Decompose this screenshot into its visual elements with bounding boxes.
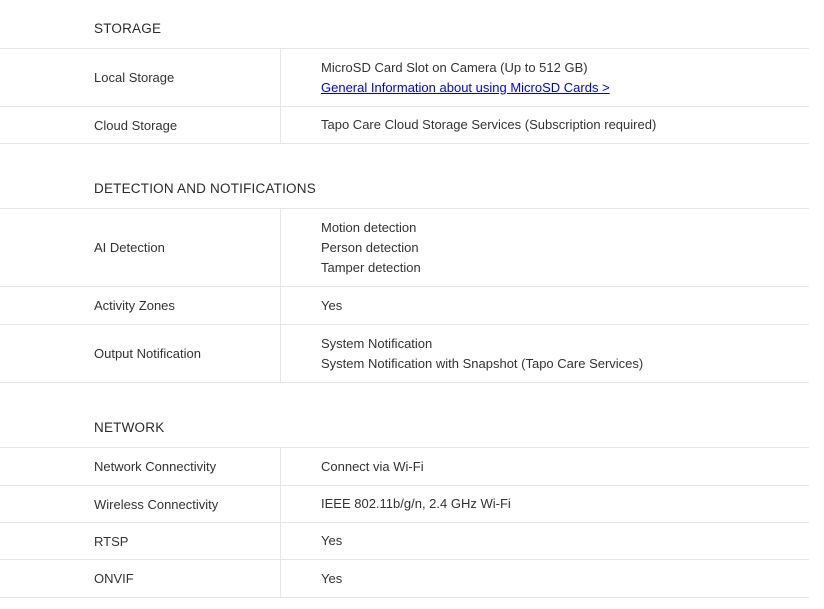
- spec-row-onvif: [0, 560, 809, 598]
- spec-label: Local Storage: [0, 49, 281, 106]
- section-detection: [0, 144, 824, 383]
- spec-row-local-storage: [0, 49, 809, 107]
- section-title-text: STORAGE: [94, 21, 162, 36]
- spec-value: [281, 560, 809, 597]
- section-title-text: NETWORK: [94, 420, 165, 435]
- spec-row-ai-detection: [0, 209, 809, 287]
- spec-row-rtsp: [0, 523, 809, 560]
- spec-label: AI Detection: [0, 209, 281, 286]
- spec-value-line: Yes: [321, 297, 343, 313]
- spec-value-line: MicroSD Card Slot on Camera (Up to 512 GB): [321, 59, 588, 75]
- spec-label: Activity Zones: [0, 287, 281, 324]
- spec-row-output-notification: [0, 325, 809, 383]
- section-title-detection: [0, 144, 824, 208]
- spec-row-activity-zones: [0, 287, 809, 325]
- spec-table-network: [0, 447, 809, 598]
- spec-value-line: System Notification: [321, 335, 433, 351]
- spec-label: Cloud Storage: [0, 107, 281, 143]
- spec-table-storage: [0, 48, 809, 144]
- spec-value: [281, 486, 809, 522]
- spec-value: [281, 49, 809, 106]
- spec-value-line: Person detection: [321, 239, 419, 255]
- section-title-network: [0, 383, 824, 447]
- spec-label: Output Notification: [0, 325, 281, 382]
- spec-value-line: Yes: [321, 570, 343, 586]
- spec-value-line: Tapo Care Cloud Storage Services (Subscription required): [321, 117, 657, 132]
- spec-value: [281, 523, 809, 559]
- spec-value: [281, 448, 809, 485]
- spec-row-wireless-connectivity: [0, 486, 809, 523]
- section-storage: [0, 0, 824, 144]
- section-title-text: DETECTION AND NOTIFICATIONS: [94, 181, 316, 196]
- spec-value: [281, 107, 809, 143]
- spec-label: Network Connectivity: [0, 448, 281, 485]
- section-network: [0, 383, 824, 598]
- spec-label: RTSP: [0, 523, 281, 559]
- spec-row-cloud-storage: [0, 107, 809, 144]
- section-title-storage: [0, 0, 824, 48]
- microsd-info-link[interactable]: General Information about using MicroSD Cards >: [321, 79, 610, 95]
- spec-value-line: Motion detection: [321, 219, 417, 235]
- spec-row-network-connectivity: [0, 448, 809, 486]
- spec-value: [281, 287, 809, 324]
- spec-value: [281, 209, 809, 286]
- spec-value-line: Tamper detection: [321, 259, 421, 275]
- spec-table-detection: [0, 208, 809, 383]
- spec-label: Wireless Connectivity: [0, 486, 281, 522]
- spec-value-line: Connect via Wi-Fi: [321, 458, 424, 474]
- spec-value-line: IEEE 802.11b/g/n, 2.4 GHz Wi-Fi: [321, 496, 511, 511]
- spec-label: ONVIF: [0, 560, 281, 597]
- spec-value-line: Yes: [321, 533, 343, 548]
- spec-value: [281, 325, 809, 382]
- spec-value-line: System Notification with Snapshot (Tapo Care Services): [321, 355, 644, 371]
